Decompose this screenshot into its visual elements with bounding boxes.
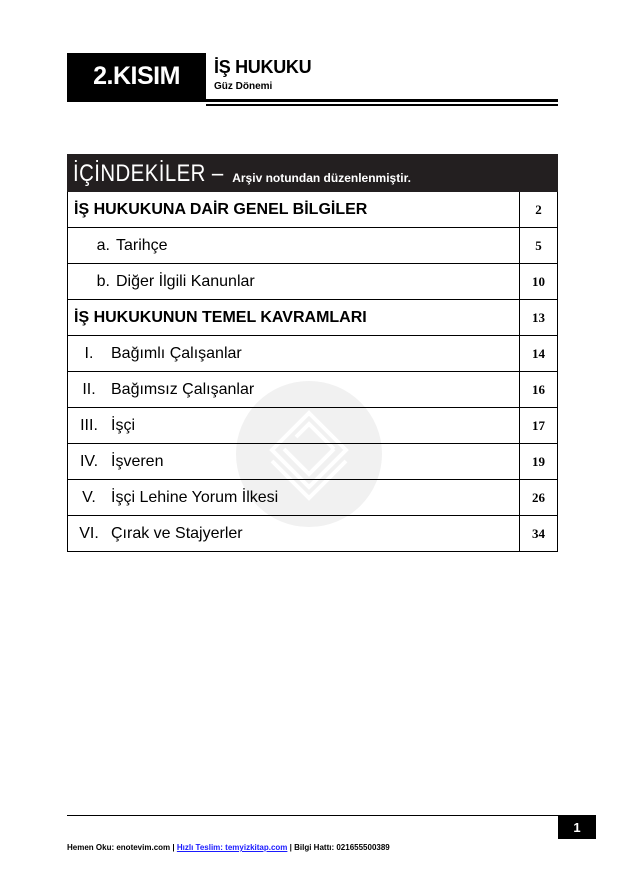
toc-entry-label: İŞ HUKUKUNA DAİR GENEL BİLGİLER (68, 192, 520, 227)
toc-entry-label: III. İşçi (68, 408, 520, 443)
toc-header (67, 154, 558, 192)
footer-delivery-link[interactable]: Hızlı Teslim: temyizkitap.com (176, 843, 288, 852)
toc-entry-label: II. Bağımsız Çalışanlar (68, 372, 520, 407)
toc-row[interactable] (67, 444, 558, 480)
header-rule-thin (206, 104, 558, 106)
toc-entry-page: 13 (532, 309, 545, 325)
toc-entry-page: 19 (532, 453, 545, 469)
toc-entry-page: 14 (532, 345, 545, 361)
toc-row[interactable] (67, 480, 558, 516)
toc-heading-note: Arşiv notundan düzenlenmiştir. (232, 171, 411, 185)
toc-entry-page: 16 (532, 381, 545, 397)
toc-row[interactable] (67, 516, 558, 552)
toc-row[interactable] (67, 264, 558, 300)
toc-entry-number: VI. (79, 524, 99, 542)
toc-entry-number: V. (82, 488, 96, 506)
toc-entry-number: III. (80, 416, 98, 434)
toc-entry-label: IV. İşveren (68, 444, 520, 479)
toc-entry-page: 26 (532, 489, 545, 505)
toc-entry-page: 5 (535, 237, 542, 253)
toc-entry-page: 2 (535, 201, 542, 217)
page-number: 1 (558, 815, 596, 839)
toc-row[interactable] (67, 192, 558, 228)
toc-entry-number: II. (82, 380, 96, 398)
toc-row[interactable] (67, 228, 558, 264)
document-title: İŞ HUKUKU (214, 57, 312, 77)
toc-entry-label: VI. Çırak ve Stajyerler (68, 516, 520, 551)
document-subtitle: Güz Dönemi (214, 81, 273, 92)
toc-entry-label: I. Bağımlı Çalışanlar (68, 336, 520, 371)
header-rule-thick (67, 99, 558, 102)
toc-row[interactable] (67, 336, 558, 372)
toc-row[interactable] (67, 372, 558, 408)
footer-separator: | (172, 843, 175, 852)
toc-entry-page: 10 (532, 273, 545, 289)
toc-entry-page: 34 (532, 525, 545, 541)
toc-entry-number: b. (96, 272, 110, 290)
toc-entry-label: a. Tarihçe (68, 228, 520, 263)
footer-separator: | (289, 843, 292, 852)
toc-heading: İÇİNDEKİLER – (73, 160, 224, 187)
toc-entry-label: b. Diğer İlgili Kanunlar (68, 264, 520, 299)
toc-row[interactable] (67, 408, 558, 444)
toc-entry-label: İŞ HUKUKUNUN TEMEL KAVRAMLARI (68, 300, 520, 335)
footer-read-link[interactable]: Hemen Oku: enotevim.com (67, 843, 171, 852)
footer-info-line: Bilgi Hattı: 021655500389 (294, 843, 390, 852)
footer-rule (67, 815, 558, 816)
toc-entry-page: 17 (532, 417, 545, 433)
toc-entry-number: I. (84, 344, 94, 362)
toc-entry-label: V. İşçi Lehine Yorum İlkesi (68, 480, 520, 515)
footer-links (67, 843, 390, 852)
toc-row[interactable] (67, 300, 558, 336)
table-of-contents (67, 154, 558, 552)
toc-entry-number: IV. (79, 452, 99, 470)
section-badge: 2.KISIM (67, 53, 206, 100)
toc-entry-number: a. (96, 236, 110, 254)
